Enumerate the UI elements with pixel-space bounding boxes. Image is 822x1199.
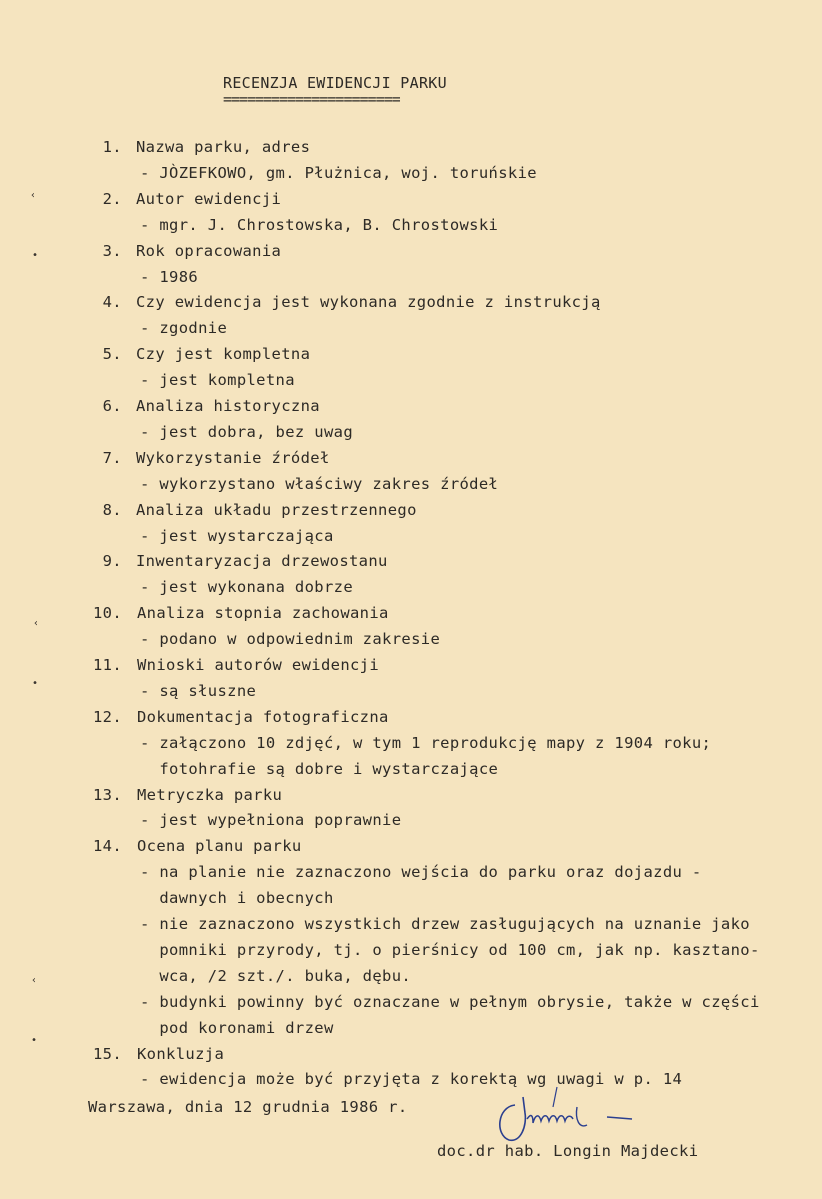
item-number: 10. bbox=[92, 604, 122, 623]
item-heading: Konkluzja bbox=[137, 1044, 225, 1063]
margin-mark: ‹ bbox=[30, 190, 37, 201]
item-number: 12. bbox=[92, 707, 122, 726]
item-answer: pomniki przyrody, tj. o pierśnicy od 100 cm, jak np. kasztano- bbox=[140, 940, 760, 959]
item-answer: dawnych i obecnych bbox=[140, 889, 334, 908]
item-heading: Czy jest kompletna bbox=[136, 345, 311, 364]
item-answer: - wykorzystano właściwy zakres źródeł bbox=[140, 474, 499, 493]
item-number: 9. bbox=[102, 552, 122, 571]
item-heading: Wnioski autorów ewidencji bbox=[137, 656, 380, 674]
item-heading: Metryczka parku bbox=[137, 785, 283, 804]
item-answer: - jest kompletna bbox=[140, 371, 295, 390]
item-answer: - budynki powinny być oznaczane w pełnym obrysie, także w części bbox=[140, 992, 760, 1011]
place-date: Warszawa, dnia 12 grudnia 1986 r. bbox=[88, 1098, 408, 1116]
item-number: 13. bbox=[92, 785, 122, 804]
item-answer: wca, /2 szt./. buka, dębu. bbox=[140, 966, 412, 985]
item-number: 8. bbox=[102, 500, 122, 519]
item-number: 7. bbox=[102, 448, 122, 467]
item-answer: - na planie nie zaznaczono wejścia do parku oraz dojazdu - bbox=[140, 863, 702, 882]
item-number: 4. bbox=[102, 293, 122, 312]
item-answer: - jest wykonana dobrze bbox=[140, 578, 353, 597]
item-number: 6. bbox=[102, 397, 122, 415]
margin-mark: • bbox=[32, 250, 39, 261]
margin-mark: ‹ bbox=[31, 975, 38, 986]
item-heading: Czy ewidencja jest wykonana zgodnie z instrukcją bbox=[136, 293, 601, 312]
item-heading: Dokumentacja fotograficzna bbox=[137, 707, 389, 726]
item-answer: pod koronami drzew bbox=[140, 1018, 334, 1037]
item-answer: - ewidencja może być przyjęta z korektą wg uwagi w p. 14 bbox=[140, 1070, 683, 1089]
item-number: 3. bbox=[102, 241, 122, 260]
title-underline: ====================== bbox=[223, 90, 400, 108]
item-answer: - jest wypełniona poprawnie bbox=[140, 811, 402, 830]
item-answer: fotohrafie są dobre i wystarczające bbox=[140, 759, 499, 778]
item-heading: Rok opracowania bbox=[136, 241, 282, 260]
margin-mark: ‹ bbox=[33, 618, 40, 629]
item-answer: - są słuszne bbox=[140, 681, 257, 700]
item-heading: Wykorzystanie źródeł bbox=[136, 448, 330, 467]
item-heading: Autor ewidencji bbox=[136, 189, 282, 208]
document-title: RECENZJA EWIDENCJI PARKU bbox=[223, 74, 447, 92]
item-heading: Ocena planu parku bbox=[137, 837, 302, 856]
item-answer: - podano w odpowiednim zakresie bbox=[140, 630, 441, 649]
item-answer: - 1986 bbox=[140, 267, 199, 286]
item-number: 14. bbox=[92, 837, 122, 856]
item-number: 1. bbox=[102, 138, 122, 156]
item-answer: - jest dobra, bez uwag bbox=[140, 422, 353, 441]
item-heading: Inwentaryzacja drzewostanu bbox=[136, 552, 388, 571]
signatory-name: doc.dr hab. Longin Majdecki bbox=[437, 1142, 699, 1160]
item-number: 15. bbox=[92, 1044, 122, 1063]
item-answer: - JÒZEFKOWO, gm. Płużnica, woj. toruńskie bbox=[140, 163, 537, 182]
margin-mark: • bbox=[32, 678, 39, 689]
item-answer: - mgr. J. Chrostowska, B. Chrostowski bbox=[140, 215, 499, 234]
item-number: 5. bbox=[102, 345, 122, 364]
item-number: 2. bbox=[102, 189, 122, 208]
item-heading: Analiza stopnia zachowania bbox=[137, 604, 389, 623]
item-heading: Nazwa parku, adres bbox=[136, 138, 311, 156]
item-number: 11. bbox=[92, 656, 122, 674]
item-answer: - załączono 10 zdjęć, w tym 1 reprodukcję mapy z 1904 roku; bbox=[140, 733, 712, 752]
margin-mark: • bbox=[31, 1035, 38, 1046]
item-answer: - jest wystarczająca bbox=[140, 526, 334, 545]
item-answer: - nie zaznaczono wszystkich drzew zasługujących na uznanie jako bbox=[140, 915, 750, 933]
item-heading: Analiza historyczna bbox=[136, 397, 320, 415]
item-heading: Analiza układu przestrzennego bbox=[136, 500, 417, 519]
item-answer: - zgodnie bbox=[140, 319, 228, 338]
